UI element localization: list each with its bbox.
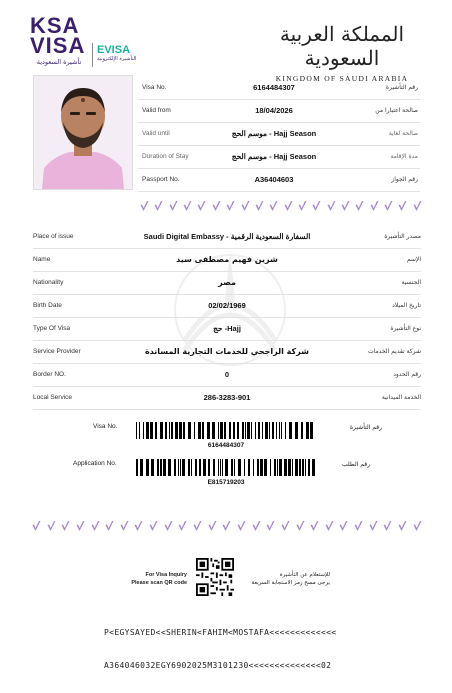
- check-mark-icon: [325, 520, 334, 532]
- check-mark-icon: [281, 520, 290, 532]
- inquiry-ar-line1: للإستعلام عن التأشيرة: [279, 572, 330, 578]
- check-mark-icon: [255, 200, 264, 212]
- place-of-issue-row: [33, 226, 421, 249]
- barcode-bar: [313, 422, 316, 439]
- passport-no-value: A36404603: [254, 175, 294, 184]
- valid-from-value: 18/04/2026: [255, 106, 293, 115]
- visa-number-barcode: [136, 422, 316, 439]
- visa-type-label: Type Of Visa: [33, 325, 71, 332]
- ksa-visa-logo: [30, 13, 88, 66]
- ksa-logo-line2: VISA: [30, 33, 86, 58]
- birth-date-row: [33, 295, 421, 318]
- qr-code-icon[interactable]: [196, 558, 234, 596]
- check-mark-icon: [169, 200, 178, 212]
- mrz-line2: A364046032EGY6902025M3101230<<<<<<<<<<<<<<02: [104, 661, 332, 670]
- visa-no-label-ar: رقم التأشيرة: [385, 84, 418, 91]
- check-mark-icon: [212, 200, 221, 212]
- check-mark-icon: [383, 520, 392, 532]
- name-label: Name: [33, 256, 51, 263]
- check-mark-icon: [354, 520, 363, 532]
- barcode-application-label: Application No.: [73, 460, 117, 467]
- inquiry-text-ar: [245, 571, 330, 587]
- holder-photo-image: [34, 76, 132, 189]
- main-info-table: [33, 226, 421, 410]
- place-of-issue-value: Saudi Digital Embassy - السفارة السعودية الرقمية: [143, 232, 311, 241]
- kingdom-en: KINGDOM OF SAUDI ARABIA: [275, 74, 409, 83]
- border-no-value: 0: [224, 370, 230, 379]
- check-mark-icon: [266, 520, 275, 532]
- check-mark-icon: [222, 520, 231, 532]
- check-mark-icon: [32, 520, 41, 532]
- check-mark-icon: [370, 200, 379, 212]
- check-mark-icon: [398, 520, 407, 532]
- check-mark-icon: [252, 520, 261, 532]
- passport-no-label-ar: رقم الجواز: [391, 176, 418, 183]
- border-no-label: Border NO.: [33, 371, 66, 378]
- border-no-row: [33, 364, 421, 387]
- duration-label-ar: مدة الإقامة: [390, 153, 418, 160]
- nationality-value: مصر: [218, 278, 236, 287]
- duration-row: [138, 146, 420, 169]
- check-band-bottom: [32, 520, 422, 534]
- kingdom-title: [262, 22, 422, 83]
- check-mark-icon: [413, 520, 422, 532]
- passport-no-label: Passport No.: [142, 176, 180, 183]
- check-mark-icon: [398, 200, 407, 212]
- check-mark-icon: [76, 520, 85, 532]
- valid-until-value: موسم الحج - Hajj Season: [231, 129, 317, 138]
- name-label-ar: الإسم: [406, 256, 421, 263]
- nationality-row: [33, 272, 421, 295]
- visa-type-value: حج -Hajj: [213, 324, 241, 333]
- evisa-logo: [97, 44, 145, 62]
- inquiry-text-en: [112, 571, 187, 587]
- passport-no-row: [138, 169, 420, 192]
- valid-from-label: Valid from: [142, 107, 171, 114]
- check-mark-icon: [384, 200, 393, 212]
- check-mark-icon: [284, 200, 293, 212]
- local-service-value: 286-3283-901: [203, 393, 251, 402]
- kingdom-ar: المملكة العربية السعودية: [279, 22, 405, 70]
- check-mark-icon: [296, 520, 305, 532]
- check-mark-icon: [164, 520, 173, 532]
- valid-until-label: Valid until: [142, 130, 170, 137]
- check-mark-icon: [341, 200, 350, 212]
- top-info-table: [138, 77, 420, 192]
- ksa-logo-sub: تأشيرة السعودية: [36, 58, 82, 66]
- barcode-visa-label-ar: رقم التأشيرة: [349, 424, 382, 431]
- check-mark-icon: [298, 200, 307, 212]
- service-provider-value: شركة الراجحي للخدمات التجارية المساندة: [144, 347, 310, 356]
- check-mark-icon: [312, 200, 321, 212]
- local-service-label: Local Service: [33, 394, 73, 401]
- check-band-top: [140, 200, 422, 214]
- check-mark-icon: [178, 520, 187, 532]
- check-mark-icon: [241, 200, 250, 212]
- check-mark-icon: [47, 520, 56, 532]
- check-mark-icon: [226, 200, 235, 212]
- birth-date-label-ar: تاريخ الميلاد: [392, 302, 421, 309]
- place-of-issue-label: Place of issue: [33, 233, 74, 240]
- check-mark-icon: [91, 520, 100, 532]
- service-provider-label: Service Provider: [33, 348, 81, 355]
- evisa-mark: [97, 44, 145, 56]
- duration-label: Duration of Stay: [142, 153, 189, 160]
- visa-type-label-ar: نوع التأشيرة: [390, 325, 421, 332]
- check-mark-icon: [355, 200, 364, 212]
- name-value: شرين فهيم مصطفى سيد: [176, 255, 278, 264]
- check-mark-icon: [154, 200, 163, 212]
- valid-until-row: [138, 123, 420, 146]
- inquiry-ar-line2: يرجى مسح رمز الاستجابة السريعة: [251, 580, 330, 586]
- name-row: [33, 249, 421, 272]
- check-mark-icon: [105, 520, 114, 532]
- local-service-label-ar: الخدمة الميدانية: [381, 394, 421, 401]
- check-mark-icon: [183, 200, 192, 212]
- check-mark-icon: [237, 520, 246, 532]
- check-mark-icon: [140, 200, 149, 212]
- visa-no-label: Visa No.: [142, 84, 167, 91]
- visa-type-row: [33, 318, 421, 341]
- check-mark-icon: [369, 520, 378, 532]
- mrz-line1: P<EGYSAYED<<SHERIN<FAHIM<MOSTAFA<<<<<<<<<<<<<: [104, 628, 337, 637]
- holder-photo: [33, 75, 133, 190]
- barcode-application-label-ar: رقم الطلب: [342, 461, 370, 468]
- birth-date-label: Birth Date: [33, 302, 62, 309]
- visa-no-row: [138, 77, 420, 100]
- check-mark-icon: [197, 200, 206, 212]
- check-mark-icon: [339, 520, 348, 532]
- check-mark-icon: [310, 520, 319, 532]
- check-mark-icon: [193, 520, 202, 532]
- inquiry-en-line1: For Visa Inquiry: [145, 572, 187, 578]
- evisa-sub: التأشيرة الإلكترونية: [97, 56, 137, 62]
- application-number-barcode: [136, 459, 316, 476]
- duration-value: موسم الحج - Hajj Season: [231, 152, 317, 161]
- check-mark-icon: [208, 520, 217, 532]
- service-provider-row: [33, 341, 421, 364]
- barcode-bar: [312, 459, 315, 476]
- machine-readable-zone: [104, 605, 444, 693]
- ksa-logo-line1: KSA: [30, 13, 80, 38]
- barcode-visa-number: 6164484307: [207, 442, 245, 449]
- border-no-label-ar: رقم الحدود: [393, 371, 421, 378]
- check-mark-icon: [120, 520, 129, 532]
- visa-no-value: 6164484307: [253, 83, 295, 92]
- barcode-visa-label: Visa No.: [93, 423, 118, 430]
- local-service-row: [33, 387, 421, 410]
- valid-until-label-ar: صالحة لغاية: [388, 130, 418, 137]
- place-of-issue-label-ar: مصدر التأشيرة: [384, 233, 421, 240]
- nationality-label: Nationality: [33, 279, 64, 286]
- valid-from-label-ar: صالحة اعتبارا من: [375, 107, 418, 114]
- barcode-application-number: E815719203: [207, 479, 245, 486]
- service-provider-label-ar: شركة تقديم الخدمات: [368, 348, 421, 355]
- birth-date-value: 02/02/1969: [208, 301, 246, 310]
- valid-from-row: [138, 100, 420, 123]
- check-mark-icon: [327, 200, 336, 212]
- evisa-text: EVISA: [97, 44, 131, 56]
- check-mark-icon: [61, 520, 70, 532]
- check-mark-icon: [134, 520, 143, 532]
- logo-divider: [92, 43, 93, 67]
- check-mark-icon: [149, 520, 158, 532]
- check-mark-icon: [413, 200, 422, 212]
- check-mark-icon: [269, 200, 278, 212]
- inquiry-en-line2: Please scan QR code: [131, 580, 187, 586]
- nationality-label-ar: الجنسية: [401, 279, 421, 286]
